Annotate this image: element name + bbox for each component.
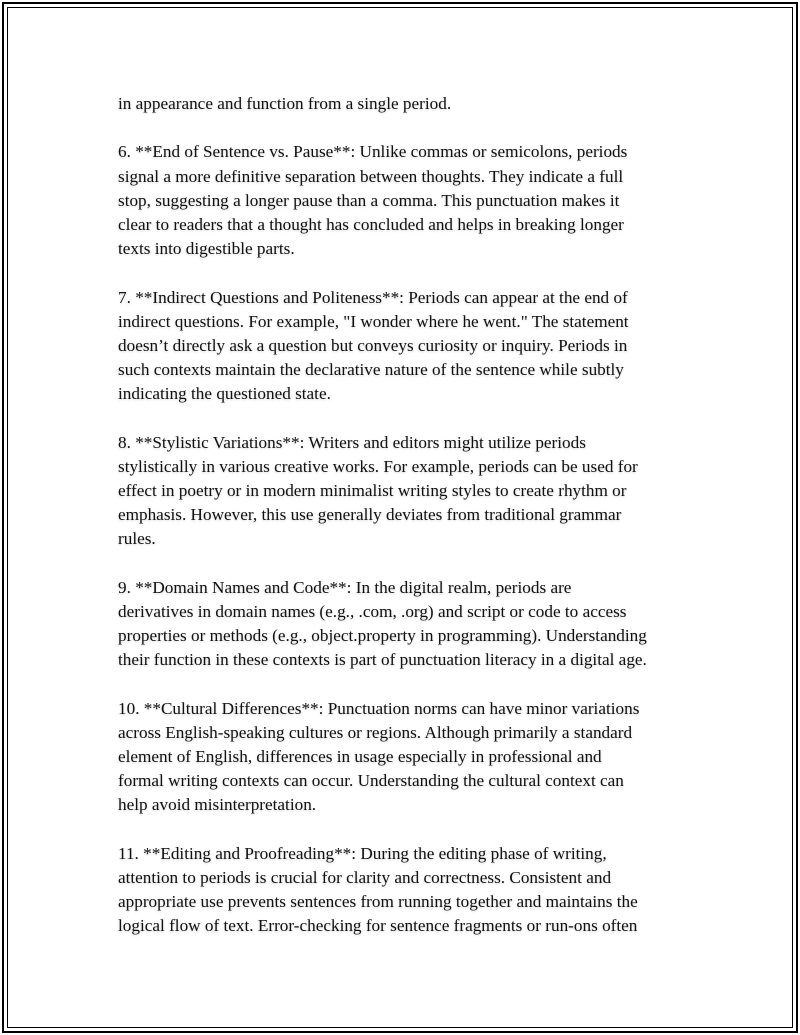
paragraph-item-6	[118, 140, 688, 261]
text-line: in appearance and function from a single period.	[118, 94, 452, 113]
text-line: formal writing contexts can occur. Understanding the cultural context can	[118, 771, 624, 791]
text-line: such contexts maintain the declarative nature of the sentence while subtly	[118, 360, 624, 380]
text-line: effect in poetry or in modern minimalist writing styles to create rhythm or	[118, 481, 627, 500]
text-line: appropriate use prevents sentences from running together and maintains the	[118, 892, 638, 912]
text-line: 7. **Indirect Questions and Politeness**: Periods can appear at the end of	[118, 287, 628, 307]
text-line: stylistically in various creative works. For example, periods can be used for	[118, 456, 638, 476]
paragraph-item-9	[118, 576, 688, 673]
document-body	[118, 92, 688, 963]
text-line: emphasis. However, this use generally deviates from traditional grammar	[118, 505, 622, 525]
paragraph-item-11	[118, 842, 688, 939]
text-line: texts into digestible parts.	[118, 239, 295, 259]
text-line: derivatives in domain names (e.g., .com, .org) and script or code to access	[118, 601, 627, 621]
text-line: indirect questions. For example, "I wonder where he went." The statement	[118, 311, 629, 331]
text-line: 11. **Editing and Proofreading**: During the editing phase of writing,	[118, 843, 607, 863]
text-line: their function in these contexts is part of punctuation literacy in a digital age.	[118, 650, 647, 670]
text-line: doesn’t directly ask a question but conveys curiosity or inquiry. Periods in	[118, 335, 628, 355]
text-line: signal a more definitive separation between thoughts. They indicate a full	[118, 166, 624, 186]
text-line: rules.	[118, 529, 156, 549]
text-line: stop, suggesting a longer pause than a comma. This punctuation makes it	[118, 190, 620, 210]
text-line: across English-speaking cultures or regions. Although primarily a standard	[118, 722, 633, 742]
text-line: 8. **Stylistic Variations**: Writers and editors might utilize periods	[118, 432, 586, 452]
paragraph-item-7	[118, 286, 688, 407]
paragraph-continuation	[118, 92, 688, 116]
text-line: 10. **Cultural Differences**: Punctuation norms can have minor variations	[118, 698, 640, 718]
text-line: logical flow of text. Error-checking for sentence fragments or run-ons often	[118, 916, 638, 936]
text-line: element of English, differences in usage especially in professional and	[118, 747, 602, 767]
text-line: attention to periods is crucial for clarity and correctness. Consistent and	[118, 868, 612, 887]
paragraph-item-10	[118, 697, 688, 818]
text-line: help avoid misinterpretation.	[118, 795, 317, 815]
text-line: 6. **End of Sentence vs. Pause**: Unlike commas or semicolons, periods	[118, 142, 628, 162]
text-line: clear to readers that a thought has concluded and helps in breaking longer	[118, 214, 624, 234]
text-line: indicating the questioned state.	[118, 384, 331, 404]
text-line: 9. **Domain Names and Code**: In the digital realm, periods are	[118, 577, 572, 597]
paragraph-item-8	[118, 431, 688, 552]
text-line: properties or methods (e.g., object.property in programming). Understanding	[118, 626, 647, 646]
